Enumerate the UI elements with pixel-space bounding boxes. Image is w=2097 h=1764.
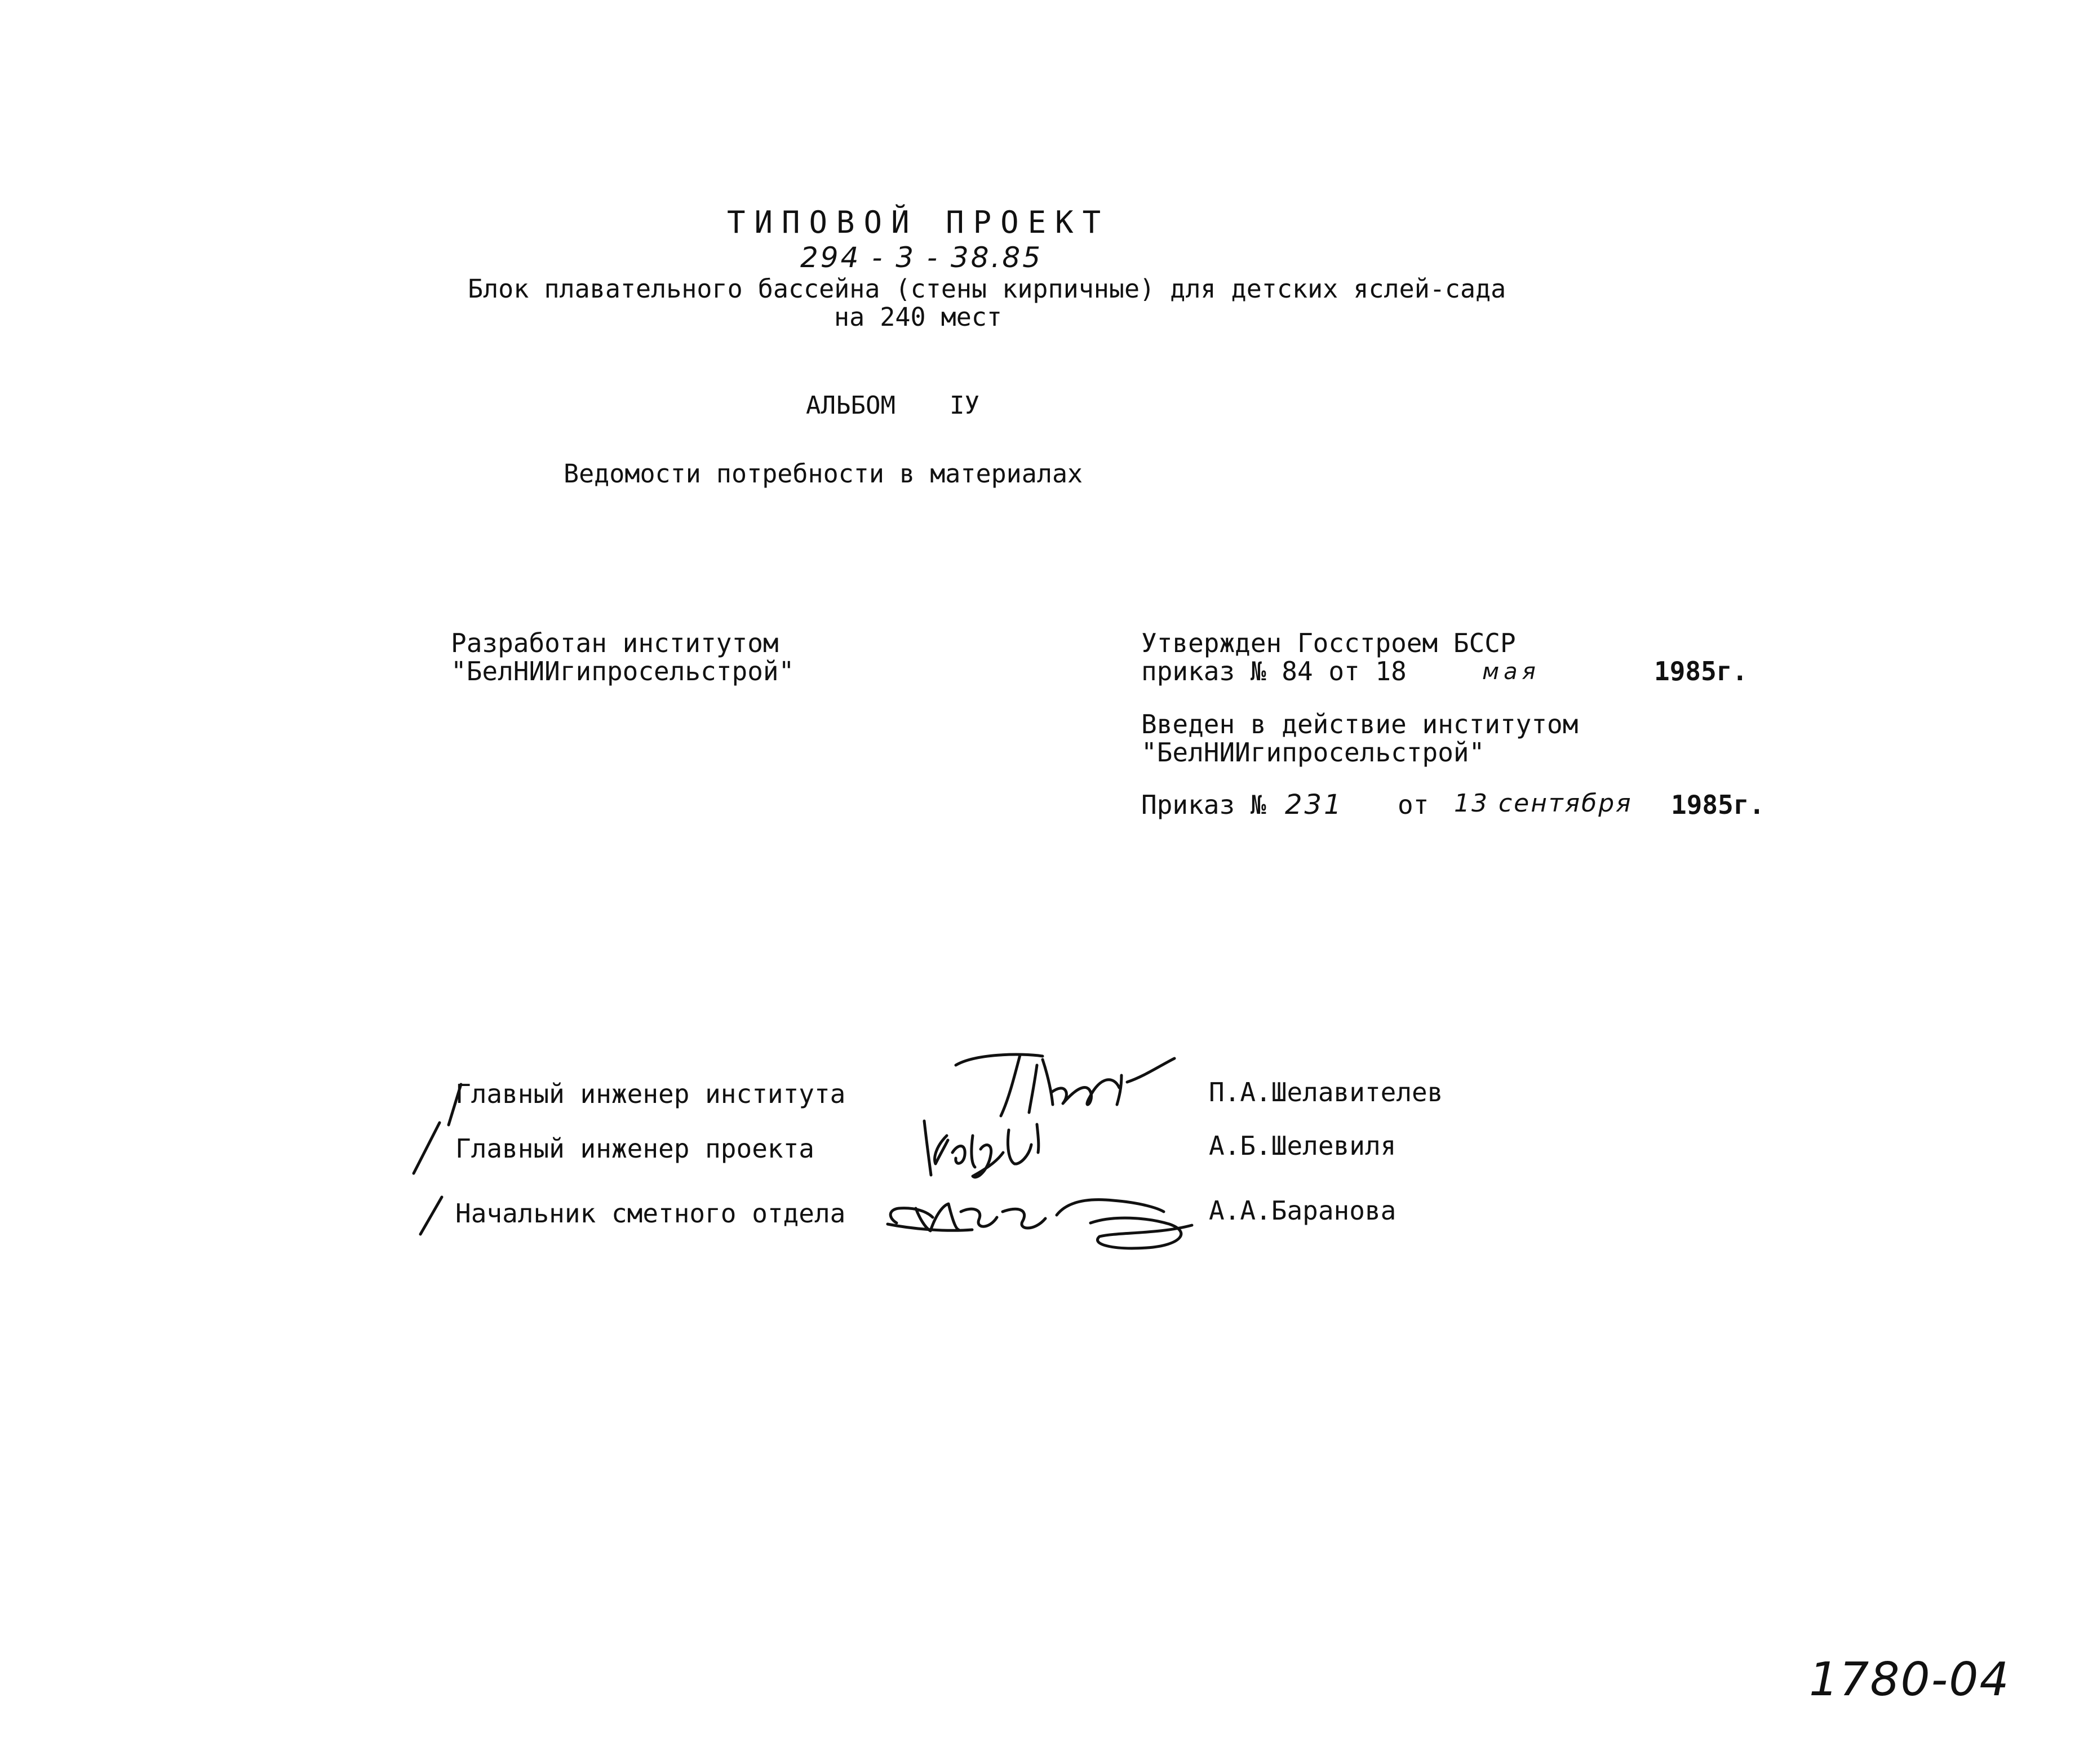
intro-order-number: 231: [1285, 789, 1344, 821]
intro-order-date: 13 сентября: [1454, 789, 1633, 818]
check-mark-1: [445, 1082, 468, 1127]
introduced-line2: "БелНИИгипросельстрой": [1141, 737, 1485, 768]
developer-line2: "БелНИИгипросельстрой": [451, 656, 795, 686]
approval-order-year: 1985г.: [1654, 656, 1748, 686]
signature-name-3: А.А.Баранова: [1209, 1195, 1396, 1226]
approval-order-month: мая: [1482, 659, 1540, 685]
signature-head-estimates: [876, 1178, 1214, 1268]
project-title-line2: на 240 мест: [834, 302, 1003, 332]
document-type-heading: ТИПОВОЙ ПРОЕКТ: [727, 205, 1110, 240]
signature-role-3: Начальник сметного отдела: [455, 1198, 846, 1229]
signature-role-1: Главный инженер института: [455, 1079, 846, 1109]
check-mark-3: [417, 1195, 445, 1240]
signature-name-1: П.А.Шелавителев: [1209, 1077, 1443, 1107]
approval-order: приказ № 84 от 18: [1141, 656, 1407, 686]
check-mark-2: [410, 1120, 444, 1177]
project-number: 294 - 3 - 38.85: [800, 241, 1043, 274]
approval-line: Утвержден Госстроем БССР: [1141, 628, 1516, 658]
project-title-line1: Блок плавательного бассейна (стены кирпичные) для детских яслей-сада: [468, 274, 1506, 304]
album-label: АЛЬБОМ: [806, 391, 895, 420]
developer-line1: Разработан институтом: [451, 628, 779, 658]
signature-role-2: Главный инженер проекта: [455, 1133, 814, 1164]
signature-chief-engineer-project: [919, 1113, 1088, 1186]
signature-name-2: А.Б.Шелевиля: [1209, 1131, 1396, 1161]
archive-number: 1780-04: [1809, 1653, 2010, 1707]
introduced-line1: Введен в действие институтом: [1141, 709, 1579, 739]
intro-order-prefix: Приказ №: [1141, 790, 1266, 820]
intro-order-from: от: [1398, 790, 1429, 820]
album-subtitle: Ведомости потребности в материалах: [564, 459, 1083, 489]
signature-chief-engineer-institute: [952, 1043, 1178, 1122]
album-number: IУ: [950, 391, 979, 420]
intro-order-year: 1985г.: [1671, 790, 1765, 820]
